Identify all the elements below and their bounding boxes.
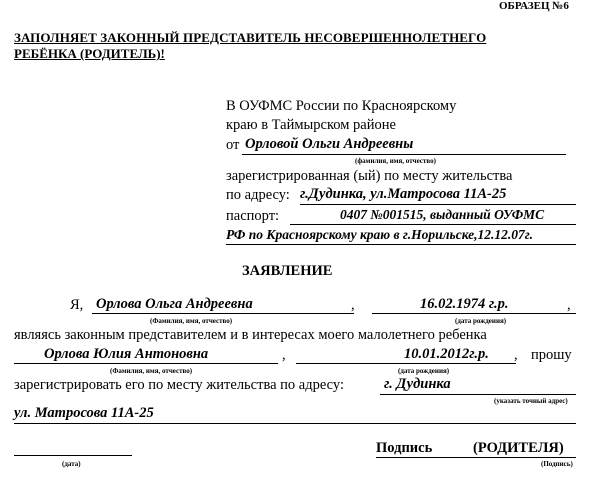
from-name: Орловой Ольги Андреевны	[245, 136, 414, 152]
caption-dob: (дата рождения)	[455, 317, 507, 325]
signature-label: Подпись	[376, 440, 433, 456]
child-dob-underline	[296, 363, 516, 364]
applicant-dob: 16.02.1974 г.р.	[420, 296, 509, 312]
caption-name: (Фамилия, имя, отчество)	[150, 317, 233, 325]
caption-address: (указать точный адрес)	[494, 397, 568, 405]
applicant-name-underline	[92, 313, 354, 314]
signature-line	[376, 457, 576, 458]
applicant-name: Орлова Ольга Андреевна	[96, 296, 253, 312]
address-street: ул. Матросова 11А-25	[14, 405, 154, 421]
caption-date: (дата)	[62, 460, 81, 468]
sample-label: ОБРАЗЕЦ №6	[499, 0, 569, 12]
passport-value-1: 0407 №001515, выданный ОУФМС	[340, 207, 545, 222]
caption-signature: (Подпись)	[541, 460, 573, 468]
comma-2: ,	[567, 297, 571, 313]
from-name-underline	[242, 154, 566, 155]
caption-child-dob: (дата рождения)	[398, 367, 450, 375]
child-name: Орлова Юлия Антоновна	[44, 346, 209, 362]
address-underline	[300, 204, 576, 205]
child-name-underline	[14, 363, 278, 364]
passport-underline-2	[226, 244, 576, 245]
from-caption: (фамилия, имя, отчество)	[355, 157, 436, 165]
address-city: г. Дудинка	[384, 376, 451, 392]
from-prefix: от	[226, 137, 240, 153]
header-line-2: РЕБЁНКА (РОДИТЕЛЬ)!	[14, 46, 165, 61]
passport-value-2: РФ по Красноярскому краю в г.Норильске,12.12.07г.	[226, 227, 533, 242]
date-line	[14, 455, 132, 456]
child-dob: 10.01.2012г.р.	[404, 346, 489, 362]
address-value: г.Дудинка, ул.Матросова 11А-25	[300, 186, 507, 202]
applicant-dob-underline	[372, 313, 576, 314]
address-prefix: по адресу:	[226, 187, 290, 203]
register-text: зарегистрировать его по месту жительства по адресу:	[14, 377, 344, 393]
comma-1: ,	[351, 297, 355, 313]
header-line-1: ЗАПОЛНЯЕТ ЗАКОННЫЙ ПРЕДСТАВИТЕЛЬ НЕСОВЕРШЕННОЛЕТНЕГО	[14, 30, 487, 45]
parent-label: (РОДИТЕЛЯ)	[473, 440, 564, 456]
registered-text: зарегистрированная (ый) по месту жительства	[226, 168, 513, 184]
statement-title: ЗАЯВЛЕНИЕ	[242, 263, 333, 279]
address-city-underline	[380, 394, 576, 395]
ask-text: прошу	[531, 347, 572, 363]
comma-4: ,	[514, 347, 518, 363]
comma-3: ,	[282, 347, 286, 363]
passport-label: паспорт:	[226, 208, 280, 224]
caption-child-name: (Фамилия, имя, отчество)	[110, 367, 193, 375]
address-street-underline	[14, 423, 576, 424]
representative-text: являясь законным представителем и в интересах моего малолетнего ребенка	[14, 327, 487, 343]
addressee-line-2: краю в Таймырском районе	[226, 117, 396, 133]
i-prefix: Я,	[70, 297, 84, 313]
addressee-line-1: В ОУФМС России по Красноярскому	[226, 98, 457, 114]
passport-underline-1	[290, 224, 576, 225]
